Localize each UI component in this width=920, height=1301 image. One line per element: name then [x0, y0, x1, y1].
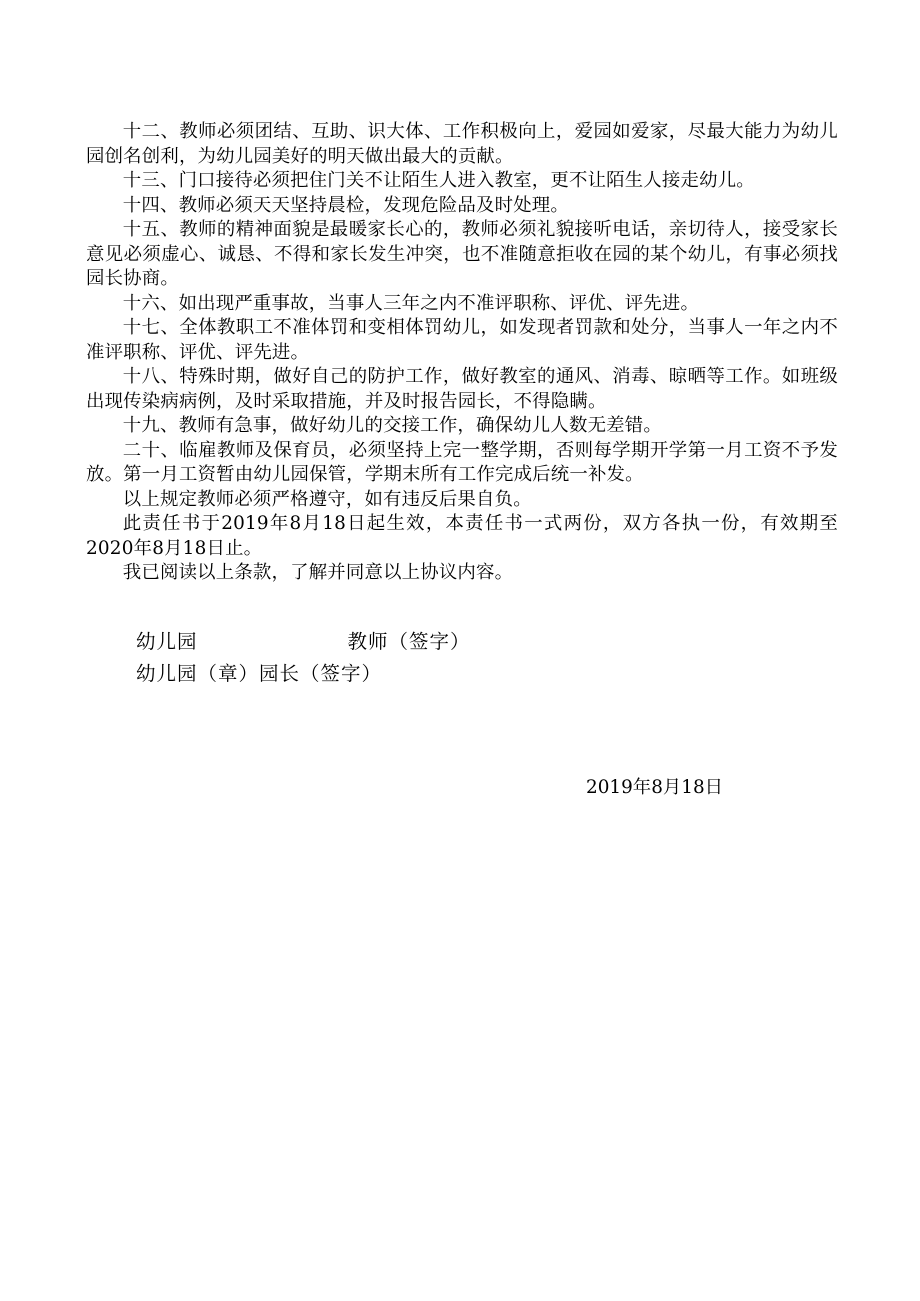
clause-12: 十二、教师必须团结、互助、识大体、工作积极向上，爱园如爱家，尽最大能力为幼儿园创名创利，为幼儿园美好的明天做出最大的贡献。	[86, 121, 838, 167]
signature-block	[136, 626, 471, 690]
clause-18: 十八、特殊时期，做好自己的防护工作，做好教室的通风、消毒、晾晒等工作。如班级出现传染病病例，及时采取措施，并及时报告园长，不得隐瞒。	[86, 366, 838, 412]
clause-16: 十六、如出现严重事故，当事人三年之内不准评职称、评优、评先进。	[122, 292, 700, 314]
clause-20: 二十、临雇教师及保育员，必须坚持上完一整学期，否则每学期开学第一月工资不予发放。第一月工资暂由幼儿园保管，学期末所有工作完成后统一补发。	[86, 439, 838, 485]
clause-15: 十五、教师的精神面貌是最暖家长心的，教师必须礼貌接听电话，亲切待人，接受家长意见必须虚心、诚恳、不得和家长发生冲突，也不准随意拒收在园的某个幼儿，有事必须找园长协商。	[86, 219, 838, 289]
signature-row-teacher	[136, 626, 471, 658]
document-date: 2019年8月18日	[586, 777, 724, 798]
compliance-note: 以上规定教师必须严格遵守，如有违反后果自负。	[122, 488, 532, 510]
signature-row-director	[136, 658, 471, 690]
document-body	[86, 120, 838, 586]
kindergarten-label: 幼儿园	[136, 630, 198, 653]
clause-13: 十三、门口接待必须把住门关不让陌生人进入教室，更不让陌生人接走幼儿。	[122, 170, 755, 191]
clause-17: 十七、全体教职工不准体罚和变相体罚幼儿，如发现者罚款和处分，当事人一年之内不准评职称、评优、评先进。	[86, 317, 838, 363]
kindergarten-seal-director-signature-label: 幼儿园（章）园长（签字）	[136, 662, 383, 685]
teacher-signature-label: 教师（签字）	[347, 630, 471, 653]
validity-statement: 此责任书于2019年8月18日起生效，本责任书一式两份，双方各执一份，有效期至2020年8月18日止。	[86, 513, 838, 559]
clause-14: 十四、教师必须天天坚持晨检，发现危险品及时处理。	[122, 194, 569, 216]
clause-19: 十九、教师有急事，做好幼儿的交接工作，确保幼儿人数无差错。	[122, 415, 662, 436]
acknowledgement: 我已阅读以上条款，了解并同意以上协议内容。	[122, 562, 514, 583]
